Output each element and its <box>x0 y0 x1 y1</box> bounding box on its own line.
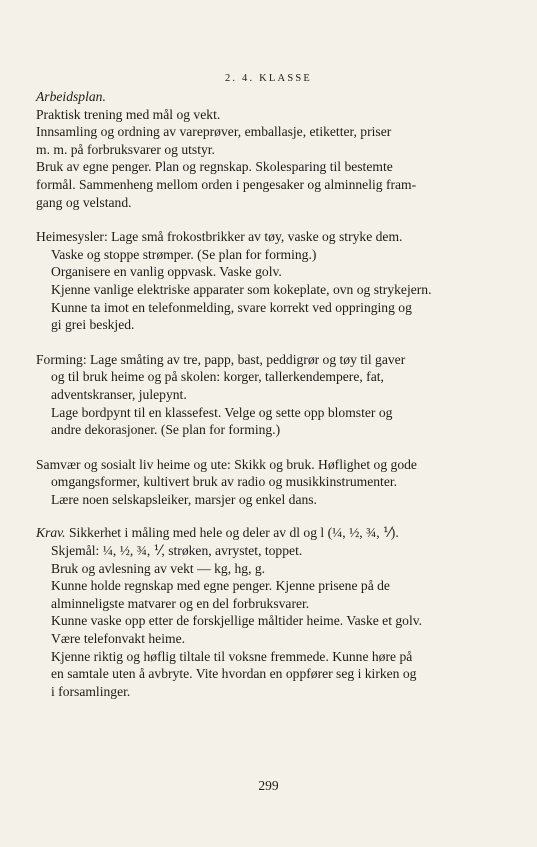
text-line: gang og velstand. <box>36 194 132 210</box>
section-krav <box>36 524 466 700</box>
text-line: Være telefonvakt heime. <box>51 631 185 647</box>
section-arbeidsplan <box>36 88 466 211</box>
text-line: Forming: Lage småting av tre, papp, bast, peddigrør og tøy til gaver <box>36 351 406 367</box>
text-line: en samtale uten å avbryte. Vite hvordan en oppfører seg i kirken og <box>51 666 417 682</box>
text-line: Praktisk trening med mål og vekt. <box>36 106 221 122</box>
page-body <box>36 88 466 700</box>
text-line: Skjemål: ¼, ½, ¾, ⅟, strøken, avrystet, toppet. <box>51 543 303 559</box>
section-forming <box>36 351 466 439</box>
text-line: Kjenne vanlige elektriske apparater som kokeplate, ovn og strykejern. <box>51 281 432 297</box>
text-line: og til bruk heime og på skolen: korger, tallerkendempere, fat, <box>51 369 384 385</box>
text-line: Lære noen selskapsleiker, marsjer og enkel dans. <box>51 491 317 507</box>
running-header: 2. 4. KLASSE <box>224 73 313 84</box>
text-line: andre dekorasjoner. (Se plan for forming.) <box>51 422 281 438</box>
section-samvaer <box>36 456 466 509</box>
text-line: alminneligste matvarer og en del forbruksvarer. <box>51 595 310 611</box>
text-line: Kunne vaske opp etter de forskjellige måltider heime. Vaske et golv. <box>51 613 423 629</box>
text-line: Krav. Sikkerhet i måling med hele og deler av dl og l (¼, ½, ¾, ⅟). <box>36 525 399 541</box>
section-heimesysler <box>36 228 466 334</box>
text-line: Lage bordpynt til en klassefest. Velge og sette opp blomster og <box>51 404 393 420</box>
text-line: Vaske og stoppe strømper. (Se plan for forming.) <box>51 246 317 262</box>
section-title-krav: Krav. <box>36 525 66 541</box>
page-number: 299 <box>258 778 279 793</box>
text-line: m. m. på forbruksvarer og utstyr. <box>36 141 215 157</box>
section-title-arbeidsplan: Arbeidsplan. <box>36 89 106 104</box>
text-line: Heimesysler: Lage små frokostbrikker av tøy, vaske og stryke dem. <box>36 229 403 245</box>
text-line: Bruk og avlesning av vekt — kg, hg, g. <box>51 560 266 576</box>
text-line: Innsamling og ordning av vareprøver, emballasje, etiketter, priser <box>36 124 392 140</box>
text-line: adventskranser, julepynt. <box>51 386 187 402</box>
text-line: omgangsformer, kultivert bruk av radio og musikkinstrumenter. <box>51 474 398 490</box>
text-line: Bruk av egne penger. Plan og regnskap. Skolesparing til bestemte <box>36 159 393 175</box>
text-line: Kjenne riktig og høflig tiltale til voksne fremmede. Kunne høre på <box>51 648 413 664</box>
text-line: Kunne holde regnskap med egne penger. Kjenne prisene på de <box>51 578 390 594</box>
text-line: Organisere en vanlig oppvask. Vaske golv. <box>51 264 282 280</box>
text-line: i forsamlinger. <box>51 683 131 699</box>
text-line: formål. Sammenheng mellom orden i pengesaker og alminnelig fram- <box>36 176 417 192</box>
text-line: Samvær og sosialt liv heime og ute: Skikk og bruk. Høflighet og gode <box>36 456 417 472</box>
text-line: Kunne ta imot en telefonmelding, svare korrekt ved oppringing og <box>51 299 412 315</box>
text-line: gi grei beskjed. <box>51 317 135 333</box>
